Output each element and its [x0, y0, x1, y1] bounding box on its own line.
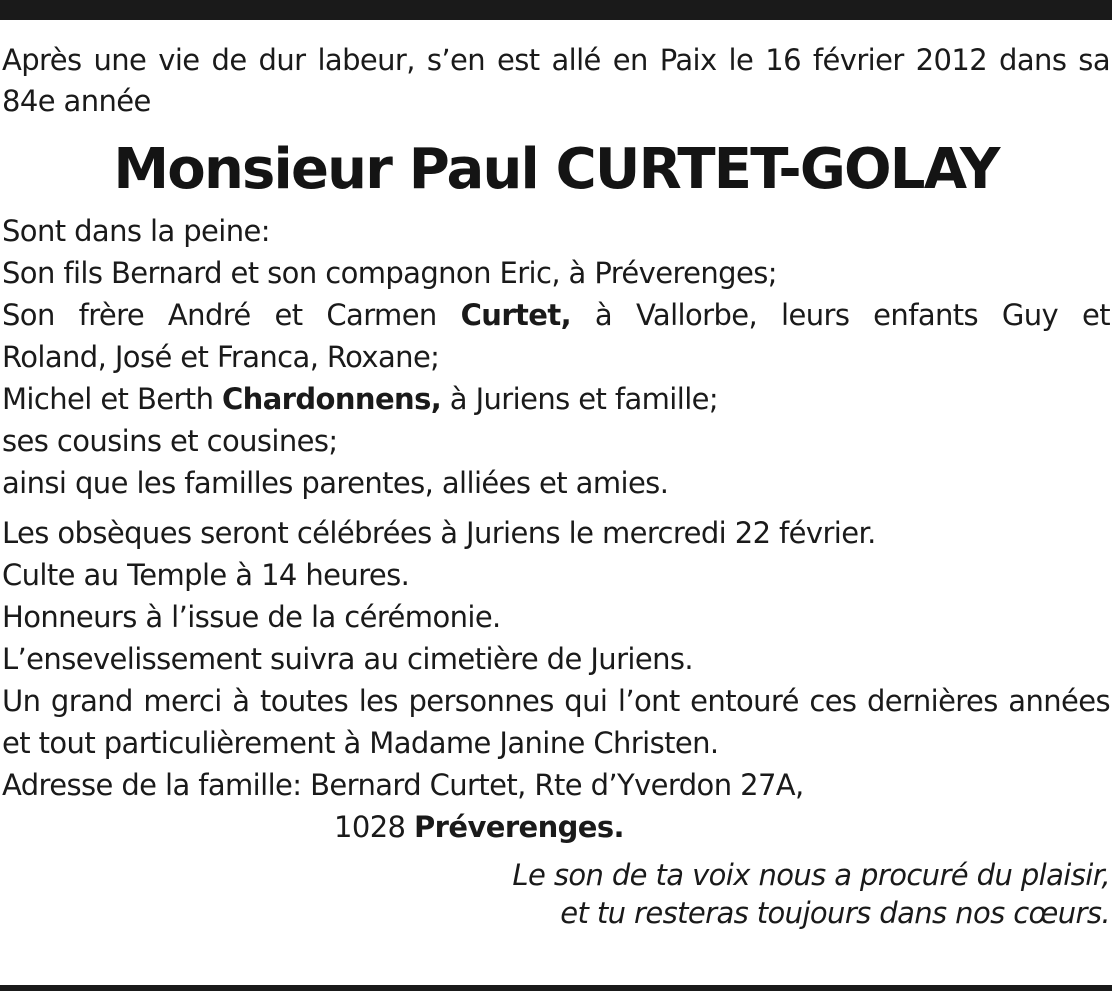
mourner-line: ainsi que les familles parentes, alliées et amies. [2, 466, 669, 500]
mourner-text: à Vallorbe, leurs enfants Guy et [571, 298, 1110, 332]
intro-text: Après une vie de dur labeur, s’en est allé en Paix le 16 février 2012 dans sa 84e année [2, 43, 1110, 118]
bottom-rule [0, 985, 1112, 991]
obituary-notice [2, 40, 1110, 932]
funeral-section [2, 512, 1110, 848]
mourner-line: ses cousins et cousines; [2, 424, 338, 458]
postcode: 1028 [334, 810, 415, 844]
mourner-line [2, 378, 1110, 420]
funeral-line: L’ensevelissement suivra au cimetière de Juriens. [2, 642, 694, 676]
family-name-bold: Chardonnens, [221, 382, 442, 416]
funeral-line: Honneurs à l’issue de la cérémonie. [2, 600, 501, 634]
closing-verse [2, 856, 1110, 932]
funeral-line: Les obsèques seront célébrées à Juriens le mercredi 22 février. [2, 516, 876, 550]
mourner-line [2, 294, 1110, 336]
deceased-name: Monsieur Paul CURTET-GOLAY [113, 137, 999, 202]
mourner-line: Roland, José et Franca, Roxane; [2, 340, 440, 374]
verse-line: Le son de ta voix nous a procuré du plaisir, [512, 858, 1110, 892]
mourner-text: Michel et Berth [2, 382, 222, 416]
verse-line: et tu resteras toujours dans nos cœurs. [560, 896, 1110, 930]
family-address-city [2, 806, 1110, 848]
mourner-text: Son frère André et Carmen [2, 298, 461, 332]
funeral-line: Culte au Temple à 14 heures. [2, 558, 410, 592]
mourner-text: à Juriens et famille; [441, 382, 719, 416]
top-rule [0, 0, 1112, 20]
thanks-text: Un grand merci à toutes les personnes qui l’ont entouré ces dernières années et tout particulièrement à Madame Janine Christen. [2, 684, 1110, 760]
mourner-line: Son fils Bernard et son compagnon Eric, à Préverenges; [2, 256, 777, 290]
mourners-section [2, 210, 1110, 504]
family-address: Adresse de la famille: Bernard Curtet, Rte d’Yverdon 27A, [2, 768, 804, 802]
mourners-heading: Sont dans la peine: [2, 214, 270, 248]
family-name-bold: Curtet, [460, 298, 572, 332]
city-bold: Préverenges. [414, 810, 624, 844]
